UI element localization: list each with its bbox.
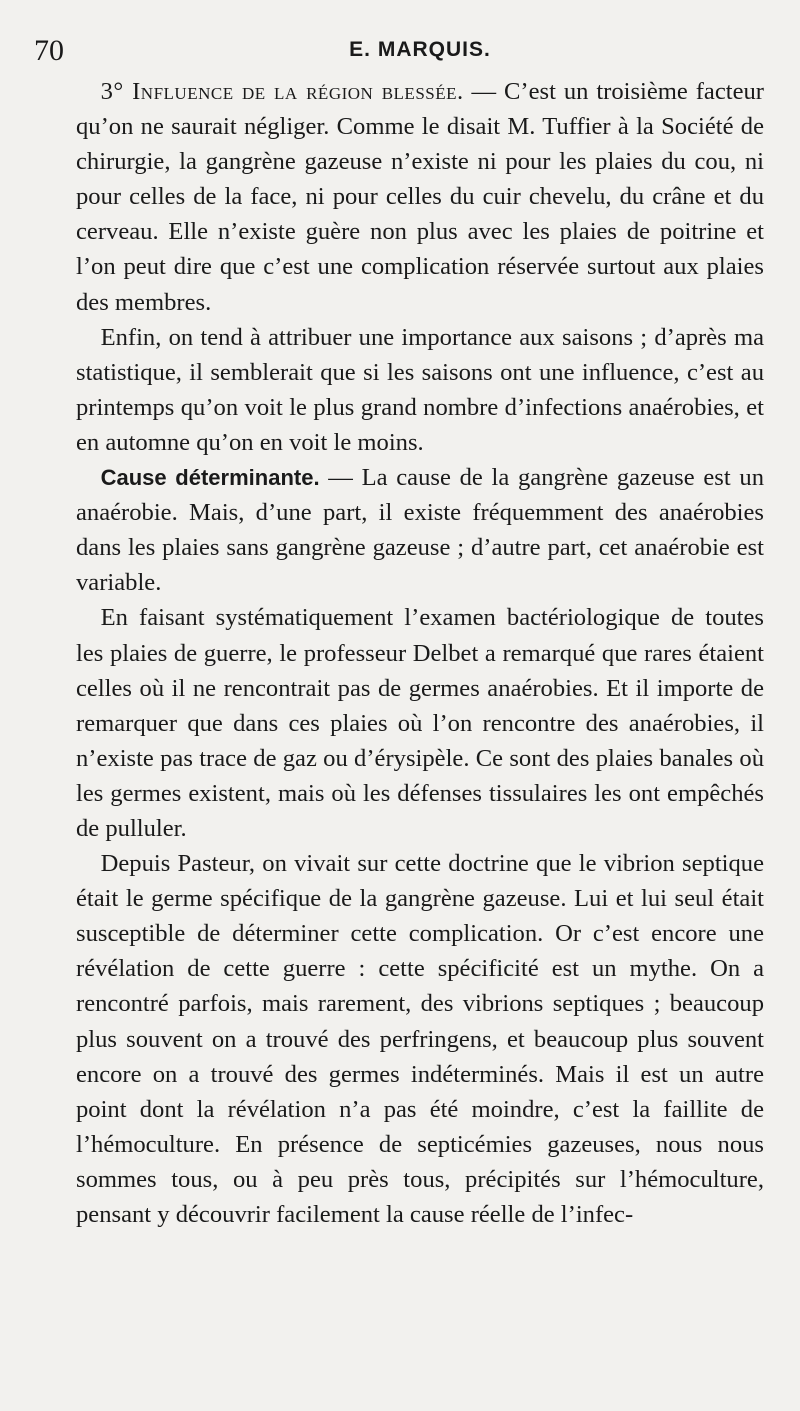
paragraph-seasons	[76, 320, 764, 460]
section-heading-cause: Cause déterminante.	[100, 465, 320, 491]
page-header	[34, 30, 764, 74]
section-heading-region: 3° Influence de la région blessée.	[100, 78, 464, 105]
paragraph-delbet	[76, 600, 764, 846]
paragraph-text: En faisant systématiquement l’examen bactériologique de toutes les plaies de guerre, le professeur Delbet a remarqué que rares étaient celles où il ne rencontrait pas de germes anaérobies. Et il importe de remarquer que dans ces plaies où l’on rencontre des anaérobies, il n’existe pas trace de gaz ou d’érysipèle. Ce sont des plaies banales où les germes existent, mais où les défenses tissulaires les ont empêchés de pulluler.	[76, 604, 764, 842]
paragraph-region	[76, 74, 764, 320]
paragraph-text: Depuis Pasteur, on vivait sur cette doctrine que le vibrion septique était le germe spécifique de la gangrène gazeuse. Lui et lui seul était susceptible de déterminer cette complication. Or c’est encore une révélation de cette guerre : cette spécificité est un mythe. On a rencontré parfois, mais rarement, des vibrions septiques ; beaucoup plus souvent on a trouvé des perfringens, et beaucoup plus souvent encore on a trouvé des germes indéterminés. Mais il est un autre point dont la révélation n’a pas été moindre, c’est la faillite de l’hémoculture. En présence de septicémies gazeuses, nous nous sommes tous, ou à peu près tous, précipités sur l’hémoculture, pensant y découvrir facilement la cause réelle de l’infec-	[76, 850, 764, 1228]
paragraph-cause	[76, 460, 764, 600]
paragraph-text: — C’est un troisième facteur qu’on ne saurait négliger. Comme le disait M. Tuffier à la Société de chirurgie, la gangrène gazeuse n’existe ni pour les plaies du cou, ni pour celles de la face, ni pour celles du cuir chevelu, du crâne et du cerveau. Elle n’existe guère non plus avec les plaies de poitrine et l’on peut dire que c’est une complication réservée surtout aux plaies des membres.	[76, 78, 764, 316]
paragraph-text: Enfin, on tend à attribuer une importance aux saisons ; d’après ma statistique, il semblerait que si les saisons ont une influence, c’est au printemps qu’on voit le plus grand nombre d’infections anaérobies, et en automne qu’on en voit le moins.	[76, 323, 764, 456]
page-number: 70	[34, 34, 64, 67]
body-text	[76, 74, 764, 1232]
paragraph-pasteur	[76, 846, 764, 1232]
running-head: E. MARQUIS.	[349, 38, 491, 61]
paragraph-text: — La cause de la gangrène gazeuse est un anaérobie. Mais, d’une part, il existe fréquemment des anaérobies dans les plaies sans gangrène gazeuse ; d’autre part, cet anaérobie est variable.	[76, 464, 765, 597]
